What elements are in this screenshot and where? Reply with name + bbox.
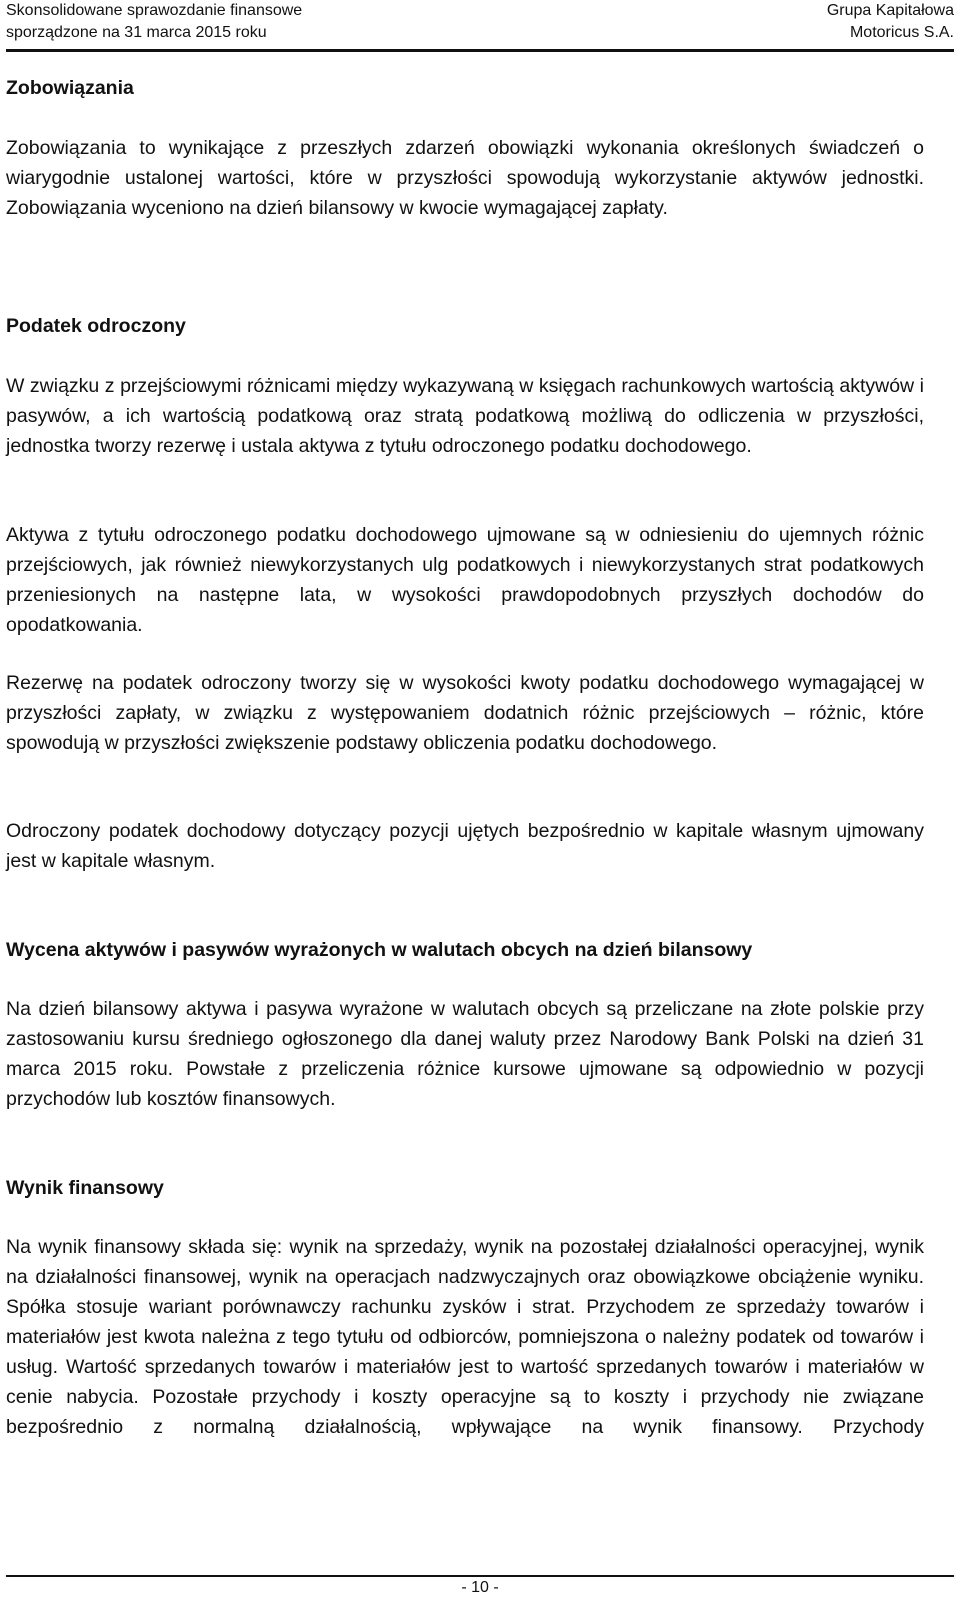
page-header — [6, 0, 954, 50]
header-left-line1: Skonsolidowane sprawozdanie finansowe — [6, 2, 303, 19]
paragraph-wycena: Na dzień bilansowy aktywa i pasywa wyrażone w walutach obcych są przeliczane na złote polskie przy zastosowaniu kursu średniego ogłoszonego dla danej waluty przez Narodowy Bank Polski na dzień 31 marca 2015 roku. Powstałe z przeliczenia różnice kursowe ujmowane są odpowiednio w pozycji przychodów lub kosztów finansowych. — [6, 998, 924, 1110]
header-report-title — [6, 0, 302, 44]
paragraph-podatek-3: Rezerwę na podatek odroczony tworzy się w wysokości kwoty podatku dochodowego wymagającej w przyszłości zapłaty, w związku z występowaniem dodatnich różnic przejściowych – różnic, które spowodują w przyszłości zwiększenie podstawy obliczenia podatku dochodowego. — [6, 672, 924, 754]
header-right-line1: Grupa Kapitałowa — [826, 2, 954, 19]
heading-podatek-odroczony: Podatek odroczony — [6, 315, 186, 337]
paragraph-podatek-1: W związku z przejściowymi różnicami między wykazywaną w księgach rachunkowych wartością aktywów i pasywów, a ich wartością podatkową oraz stratą podatkową możliwą do odliczenia w przyszłości, jednostka tworzy rezerwę i ustala aktywa z tytułu odroczonego podatku dochodowego. — [6, 375, 924, 457]
heading-wycena-walut: Wycena aktywów i pasywów wyrażonych w walutach obcych na dzień bilansowy — [6, 939, 753, 961]
paragraph-wynik: Na wynik finansowy składa się: wynik na sprzedaży, wynik na pozostałej działalności operacyjnej, wynik na działalności finansowej, wynik na operacjach nadzwyczajnych oraz obowiązkowe obciążenie wyniku. Spółka stosuje wariant porównawczy rachunku zysków i strat. Przychodem ze sprzedaży towarów i materiałów jest kwota należna z tego tytułu od odbiorców, pomniejszona o należny podatek od towarów i usług. Wartość sprzedanych towarów i materiałów jest to wartość sprzedanych towarów i materiałów w cenie nabycia. Pozostałe przychody i koszty operacyjne są to koszty i przychody nie związane bezpośrednio z normalną działalnością, wpływające na wynik finansowy. Przychody — [6, 1236, 924, 1438]
paragraph-podatek-4: Odroczony podatek dochodowy dotyczący pozycji ujętych bezpośrednio w kapitale własnym ujmowany jest w kapitale własnym. — [6, 820, 924, 872]
heading-wynik-finansowy: Wynik finansowy — [6, 1177, 164, 1199]
heading-zobowiazania: Zobowiązania — [6, 77, 134, 99]
header-company-name — [827, 0, 954, 44]
paragraph-podatek-2: Aktywa z tytułu odroczonego podatku dochodowego ujmowane są w odniesieniu do ujemnych różnic przejściowych, jak również niewykorzystanych ulg podatkowych i niewykorzystanych strat podatkowych przeniesionych na następne lata, w wysokości prawdopodobnych przyszłych dochodów do opodatkowania. — [6, 524, 924, 636]
paragraph-zobowiazania: Zobowiązania to wynikające z przeszłych zdarzeń obowiązki wykonania określonych świadczeń o wiarygodnie ustalonej wartości, które w przyszłości spowodują wykorzystanie aktywów jednostki. Zobowiązania wyceniono na dzień bilansowy w kwocie wymagającej zapłaty. — [6, 137, 924, 219]
header-left-line2: sporządzone na 31 marca 2015 roku — [6, 24, 267, 41]
page-number: - 10 - — [461, 1579, 499, 1596]
header-right-line2: Motoricus S.A. — [849, 24, 954, 41]
header-divider — [6, 49, 954, 52]
